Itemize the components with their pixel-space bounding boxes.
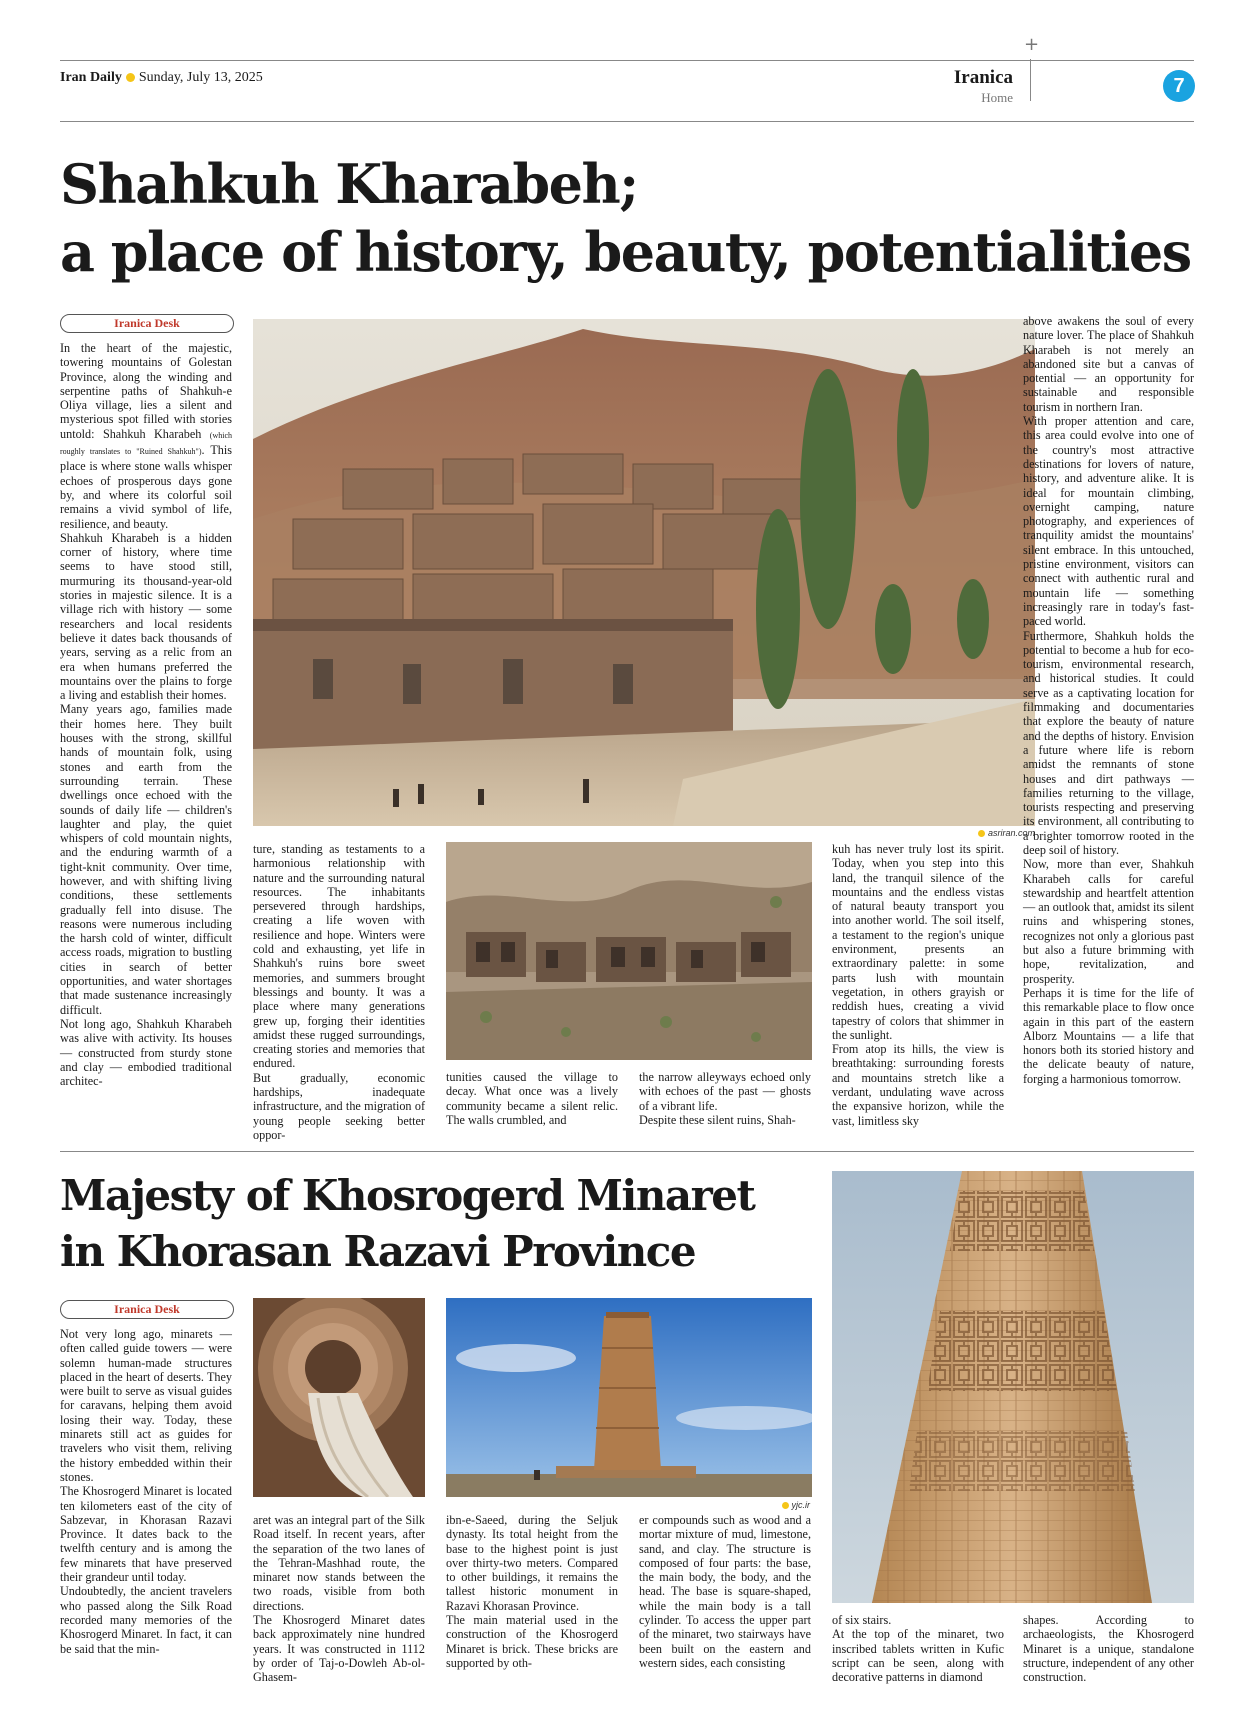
issue-date: Sunday, July 13, 2025 (138, 70, 263, 85)
paragraph: tunities caused the village to decay. What once was a lively community became a silent relic. The walls crumbled, and (446, 1070, 618, 1127)
page-number: 7 (1163, 70, 1195, 102)
paragraph: Now, more than ever, Shahkuh Kharabeh calls for careful stewardship and heartfelt attention — an outlook that, amidst its silent ruins and whispering stones, recognizes not only a glorious past but also a future brimming with hope, revitalization, and prosperity. (1023, 857, 1194, 986)
dot-icon (782, 1502, 789, 1509)
article2-col4 (639, 1513, 811, 1670)
crosshair-mark: + (1024, 34, 1040, 55)
paragraph: of six stairs. (832, 1613, 892, 1627)
paragraph: With proper attention and care, this area could evolve into one of the country's most attractive destinations for lovers of nature, history, and adventure alike. It is ideal for mountain climbing, overnight camping, nature photography, and experiences of tranquility amidst the mountains' silent embrace. In this untouched, pristine environment, visitors can connect with authentic rural and mountain life — something increasingly rare in today's fast-paced world. (1023, 414, 1194, 629)
header-divider (1030, 59, 1031, 101)
article2-byline: Iranica Desk (60, 1300, 234, 1319)
article1-col3 (446, 1070, 618, 1127)
paragraph: Perhaps it is time for the life of this remarkable place to flow once again in this part of the eastern Alborz Mountains — a life that honors both its storied history and the delicate beauty of nature, forging a harmonious tomorrow. (1023, 985, 1194, 1086)
article2-headline (60, 1168, 830, 1280)
paragraph: kuh has never truly lost its spirit. Today, when you step into this land, the tranquil silence of the mountains and the endless vistas of natural beauty transport you into another world. The soil itself, a testament to the region's unique environment, presents an extraordinary palette: in some parts lush with mountain vegetation, in others grayish or reddish hues, creating a vivid tapestry of colors that shimmer in the sunlight. (832, 842, 1004, 1042)
dot-icon (126, 73, 135, 82)
section-title: Iranica (953, 67, 1013, 88)
paragraph: ture, standing as testaments to a harmonious relationship with nature and the surrounding natural resources. The inhabitants persevered through hardships, creating a life woven with resilience and hope. Winters were cold and exhausting, yet life in Shahkuh's ruins bore sweet memories, and summers brought blessings and bounty. It was a place where many generations grew up, forging their identities amidst these rugged surroundings, creating stories and memories that endured. (253, 842, 425, 1071)
paragraph: Undoubtedly, the ancient travelers who passed along the Silk Road recorded many memories of the Khosrogerd Minaret. In fact, it can be said that the min- (60, 1584, 232, 1656)
article1-col2 (253, 842, 425, 1142)
ruins-photo (446, 842, 812, 1060)
paragraph: The Khosrogerd Minaret is located ten kilometers east of the city of Sabzevar, in Khorasan Razavi Province. It dates back to the twelfth century and is among the few minarets that have preserved their grandeur until today. (60, 1484, 232, 1585)
article2-col3 (446, 1513, 618, 1670)
minaret-closeup-photo (832, 1171, 1194, 1603)
paragraph: The Khosrogerd Minaret dates back approximately nine hundred years. It was constructed in 1112 by order of Taj-o-Dowleh Ab-ol-Ghasem- (253, 1613, 425, 1685)
paragraph: Furthermore, Shahkuh holds the potential to become a hub for eco-tourism, environmental research, and historical studies. It could serve as a captivating location for filmmaking and documentaries that explore the beauty of nature and the depths of history. Envision a future where life is reborn amidst the remnants of stone houses and dirt pathways — families returning to the village, tourists respecting and preserving its environment, all contributing to a brighter tomorrow rooted in the deep soil of history. (1023, 628, 1194, 857)
article1-byline: Iranica Desk (60, 314, 234, 333)
paragraph: From atop its hills, the view is breathtaking: surrounding forests and mountains stretch like a verdant, undulating wave across the expansive horizon, while the vast, limitless sky (832, 1042, 1004, 1128)
paragraph: Many years ago, families made their homes here. They built houses with the strong, skillful hands of mountain folk, using stones and earth from the surrounding terrain. These dwellings once echoed with the sounds of daily life — children's laughter and play, the quiet whispers of cold mountain nights, and the enduring warmth of a tight-knit community. Over time, however, and with shifting living conditions, these settlements gradually fell into disuse. The reasons were numerous including the harsh cold of winter, difficult access roads, migration to bustling cities in search of better opportunities, and water shortages that made sustenance increasingly difficult. (60, 702, 232, 1017)
paragraph: Not long ago, Shahkuh Kharabeh was alive with activity. Its houses — constructed from sturdy stone and clay — embodied traditional architec- (60, 1016, 232, 1089)
article2-headline-line2: in Khorasan Razavi Province (60, 1227, 696, 1276)
paper-name: Iran Daily (60, 70, 122, 85)
paragraph: ibn-e-Saeed, during the Seljuk dynasty. Its total height from the base to the highest point is just over thirty-two meters. Compared to other buildings, it remains the tallest historic monument in Razavi Khorasan Province. (446, 1513, 618, 1613)
paragraph: the narrow alleyways echoed only with echoes of the past — ghosts of a vibrant life. (639, 1070, 811, 1113)
article1-col6 (1023, 314, 1194, 1086)
minaret-photo (446, 1298, 812, 1497)
masthead-info (60, 70, 263, 86)
top-rule (60, 60, 1194, 61)
paragraph: shapes. According to archaeologists, the Khosrogerd Minaret is a unique, standalone structure, independent of any other construction. (1023, 1613, 1194, 1685)
article-separator (60, 1151, 1194, 1152)
paragraph: aret was an integral part of the Silk Road itself. In recent years, after the separation of the two lanes of the Tehran-Mashhad route, the minaret now stands between the two roads, visible from both directions. (253, 1513, 425, 1613)
paragraph: At the top of the minaret, two inscribed tablets written in Kufic script can be seen, along with decorative patterns in diamond (832, 1627, 1004, 1685)
article1-headline-line1: Shahkuh Kharabeh; (60, 152, 638, 216)
article1-headline (60, 150, 1194, 286)
article1-col5 (832, 842, 1004, 1128)
paragraph: er compounds such as wood and a mortar mixture of mud, limestone, sand, and clay. The structure is composed of four parts: the base, the main body, the body, and the head. The base is square-shaped, while the main body is a tall cylinder. To access the upper part of the minaret, two stairways have been built on the eastern and western sides, each consisting (639, 1513, 811, 1670)
paragraph: The main material used in the construction of the Khosrogerd Minaret is brick. These bricks are supported by oth- (446, 1613, 618, 1670)
paragraph: But gradually, economic hardships, inadequate infrastructure, and the migration of young people seeking better oppor- (253, 1070, 425, 1142)
article1-headline-line2: a place of history, beauty, potentialities (60, 220, 1191, 284)
paragraph: above awakens the soul of every nature lover. The place of Shahkuh Kharabeh is not merely an abandoned site but a canvas of potential — an opportunity for sustainable and responsible tourism in northern Iran. (1023, 314, 1194, 414)
village-photo (253, 319, 1035, 826)
article2-col5 (832, 1613, 1004, 1684)
paragraph: In the heart of the majestic, towering mountains of Golestan Province, along the winding and serpentine paths of Shahkuh-e Oliya village, lies a silent and mysterious spot filled with stories untold: Shahkuh Kharabeh (which roughly translates to "Ruined Shahkuh"). This place is where stone walls whisper echoes of prosperous days gone by, and where its colorful soil remains a vivid symbol of life, resilience, and beauty. (60, 341, 233, 531)
paragraph: Despite these silent ruins, Shah- (639, 1112, 796, 1127)
photo-credit: asriran.com (940, 828, 1035, 838)
article2-col1 (60, 1327, 232, 1656)
section-subtitle: Home (981, 90, 1013, 105)
minaret-interior-photo (253, 1298, 425, 1497)
header-rule (60, 121, 1194, 122)
article1-col1 (60, 341, 232, 1088)
paragraph: Shahkuh Kharabeh is a hidden corner of history, where time seems to have stood still, murmuring its thousand-year-old stories in majestic silence. It is a village rich with history — some researchers and local residents believe it dates back thousands of years, serving as a relic from an era when humans preferred the mountains over the plains to forge a living and establish their homes. (60, 530, 232, 703)
article2-col6 (1023, 1613, 1194, 1684)
dot-icon (978, 830, 985, 837)
paragraph: Not very long ago, minarets — often called guide towers — were solemn human-made structures placed in the heart of deserts. They were built to serve as visual guides for caravans, helping them avoid losing their way. Today, these minarets still act as guides for travelers who visit them, reliving the history embedded within their stones. (60, 1327, 232, 1484)
article1-col4 (639, 1070, 811, 1127)
article2-headline-line1: Majesty of Khosrogerd Minaret (60, 1171, 755, 1220)
article2-col2 (253, 1513, 425, 1685)
photo-credit: yjc.ir (740, 1500, 810, 1510)
